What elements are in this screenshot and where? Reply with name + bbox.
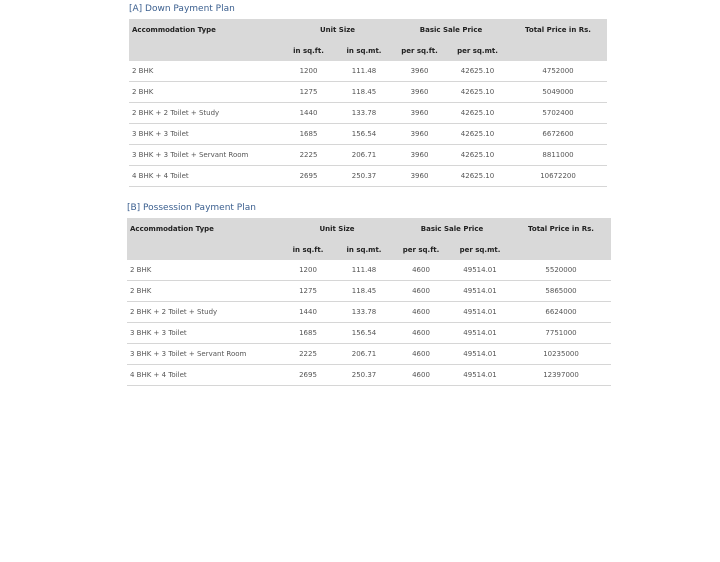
down-payment-plan-section xyxy=(129,3,607,187)
cell-total-price: 7751000 xyxy=(511,323,611,344)
subheader-per-sqft: per sq.ft. xyxy=(401,46,438,55)
table-row xyxy=(129,82,607,103)
cell-sqft: 2695 xyxy=(282,166,335,187)
cell-sqmt: 111.48 xyxy=(335,61,393,82)
subheader-blank xyxy=(509,40,607,61)
cell-total-price: 12397000 xyxy=(511,365,611,386)
cell-accommodation-type: 3 BHK + 3 Toilet + Servant Room xyxy=(127,344,281,365)
cell-price-per-sqft: 3960 xyxy=(393,145,446,166)
header-unit-size: Unit Size xyxy=(319,224,355,233)
subheader-sqft: in sq.ft. xyxy=(293,46,324,55)
cell-total-price: 5049000 xyxy=(509,82,607,103)
cell-price-per-sqmt: 42625.10 xyxy=(446,166,509,187)
cell-accommodation-type: 2 BHK + 2 Toilet + Study xyxy=(129,103,282,124)
header-basic-sale-price: Basic Sale Price xyxy=(419,25,483,34)
cell-accommodation-type: 4 BHK + 4 Toilet xyxy=(127,365,281,386)
table-row xyxy=(127,281,611,302)
cell-price-per-sqft: 4600 xyxy=(393,344,449,365)
cell-sqmt: 156.54 xyxy=(335,124,393,145)
down-payment-plan-table xyxy=(129,19,607,187)
cell-sqft: 2225 xyxy=(282,145,335,166)
cell-price-per-sqmt: 42625.10 xyxy=(446,61,509,82)
cell-sqft: 2695 xyxy=(281,365,335,386)
subheader-blank xyxy=(129,40,282,61)
cell-accommodation-type: 2 BHK xyxy=(127,281,281,302)
header-unit-size: Unit Size xyxy=(319,25,356,34)
cell-price-per-sqmt: 42625.10 xyxy=(446,103,509,124)
cell-sqmt: 250.37 xyxy=(335,166,393,187)
cell-total-price: 10672200 xyxy=(509,166,607,187)
subheader-sqmt: in sq.mt. xyxy=(346,46,382,55)
cell-sqmt: 206.71 xyxy=(335,344,393,365)
cell-price-per-sqmt: 42625.10 xyxy=(446,82,509,103)
cell-total-price: 5702400 xyxy=(509,103,607,124)
table-row xyxy=(127,260,611,281)
cell-sqmt: 118.45 xyxy=(335,281,393,302)
cell-price-per-sqft: 3960 xyxy=(393,166,446,187)
cell-sqmt: 111.48 xyxy=(335,260,393,281)
cell-price-per-sqft: 3960 xyxy=(393,103,446,124)
cell-sqmt: 250.37 xyxy=(335,365,393,386)
cell-price-per-sqmt: 42625.10 xyxy=(446,124,509,145)
table-row xyxy=(129,166,607,187)
cell-total-price: 6672600 xyxy=(509,124,607,145)
header-row xyxy=(127,218,611,239)
subheader-sqft: in sq.ft. xyxy=(292,245,324,254)
cell-total-price: 5520000 xyxy=(511,260,611,281)
table-row xyxy=(127,302,611,323)
cell-price-per-sqmt: 49514.01 xyxy=(449,260,511,281)
subheader-row xyxy=(127,239,611,260)
table-row xyxy=(127,323,611,344)
cell-sqmt: 206.71 xyxy=(335,145,393,166)
cell-sqmt: 133.78 xyxy=(335,302,393,323)
cell-accommodation-type: 3 BHK + 3 Toilet + Servant Room xyxy=(129,145,282,166)
table-row xyxy=(129,103,607,124)
cell-accommodation-type: 2 BHK xyxy=(127,260,281,281)
cell-price-per-sqmt: 49514.01 xyxy=(449,323,511,344)
table-row xyxy=(129,145,607,166)
table-row xyxy=(127,365,611,386)
cell-sqft: 1685 xyxy=(281,323,335,344)
cell-price-per-sqft: 4600 xyxy=(393,302,449,323)
subheader-per-sqmt: per sq.mt. xyxy=(457,46,498,55)
subheader-blank xyxy=(127,239,281,260)
subheader-row xyxy=(129,40,607,61)
cell-price-per-sqft: 4600 xyxy=(393,323,449,344)
header-row xyxy=(129,19,607,40)
cell-total-price: 10235000 xyxy=(511,344,611,365)
cell-sqft: 1440 xyxy=(281,302,335,323)
cell-price-per-sqft: 3960 xyxy=(393,82,446,103)
cell-price-per-sqft: 4600 xyxy=(393,365,449,386)
cell-price-per-sqft: 3960 xyxy=(393,124,446,145)
table-row xyxy=(129,124,607,145)
possession-payment-plan-title: [B] Possession Payment Plan xyxy=(127,203,256,213)
table-row xyxy=(127,344,611,365)
subheader-sqmt: in sq.mt. xyxy=(346,245,382,254)
cell-price-per-sqft: 3960 xyxy=(393,61,446,82)
cell-accommodation-type: 2 BHK xyxy=(129,61,282,82)
cell-price-per-sqmt: 42625.10 xyxy=(446,145,509,166)
down-payment-plan-title: [A] Down Payment Plan xyxy=(129,4,235,14)
cell-sqft: 1440 xyxy=(282,103,335,124)
header-accommodation-type: Accommodation Type xyxy=(132,25,216,34)
cell-price-per-sqmt: 49514.01 xyxy=(449,344,511,365)
cell-total-price: 5865000 xyxy=(511,281,611,302)
cell-total-price: 8811000 xyxy=(509,145,607,166)
cell-accommodation-type: 4 BHK + 4 Toilet xyxy=(129,166,282,187)
cell-total-price: 4752000 xyxy=(509,61,607,82)
cell-accommodation-type: 2 BHK + 2 Toilet + Study xyxy=(127,302,281,323)
subheader-per-sqmt: per sq.mt. xyxy=(459,245,501,254)
cell-sqmt: 118.45 xyxy=(335,82,393,103)
subheader-per-sqft: per sq.ft. xyxy=(402,245,440,254)
cell-accommodation-type: 2 BHK xyxy=(129,82,282,103)
cell-price-per-sqmt: 49514.01 xyxy=(449,302,511,323)
header-accommodation-type: Accommodation Type xyxy=(130,224,214,233)
cell-price-per-sqmt: 49514.01 xyxy=(449,281,511,302)
cell-sqmt: 133.78 xyxy=(335,103,393,124)
possession-payment-plan-table xyxy=(127,218,611,386)
cell-total-price: 6624000 xyxy=(511,302,611,323)
header-basic-sale-price: Basic Sale Price xyxy=(420,224,484,233)
cell-price-per-sqft: 4600 xyxy=(393,281,449,302)
cell-sqft: 1200 xyxy=(282,61,335,82)
cell-sqft: 2225 xyxy=(281,344,335,365)
header-total-price: Total Price in Rs. xyxy=(525,25,591,34)
cell-sqft: 1275 xyxy=(281,281,335,302)
cell-sqft: 1685 xyxy=(282,124,335,145)
cell-sqft: 1275 xyxy=(282,82,335,103)
cell-accommodation-type: 3 BHK + 3 Toilet xyxy=(129,124,282,145)
possession-payment-plan-section xyxy=(127,202,611,386)
table-row xyxy=(129,61,607,82)
cell-sqft: 1200 xyxy=(281,260,335,281)
cell-accommodation-type: 3 BHK + 3 Toilet xyxy=(127,323,281,344)
cell-sqmt: 156.54 xyxy=(335,323,393,344)
cell-price-per-sqft: 4600 xyxy=(393,260,449,281)
subheader-blank xyxy=(511,239,611,260)
header-total-price: Total Price in Rs. xyxy=(528,224,594,233)
cell-price-per-sqmt: 49514.01 xyxy=(449,365,511,386)
